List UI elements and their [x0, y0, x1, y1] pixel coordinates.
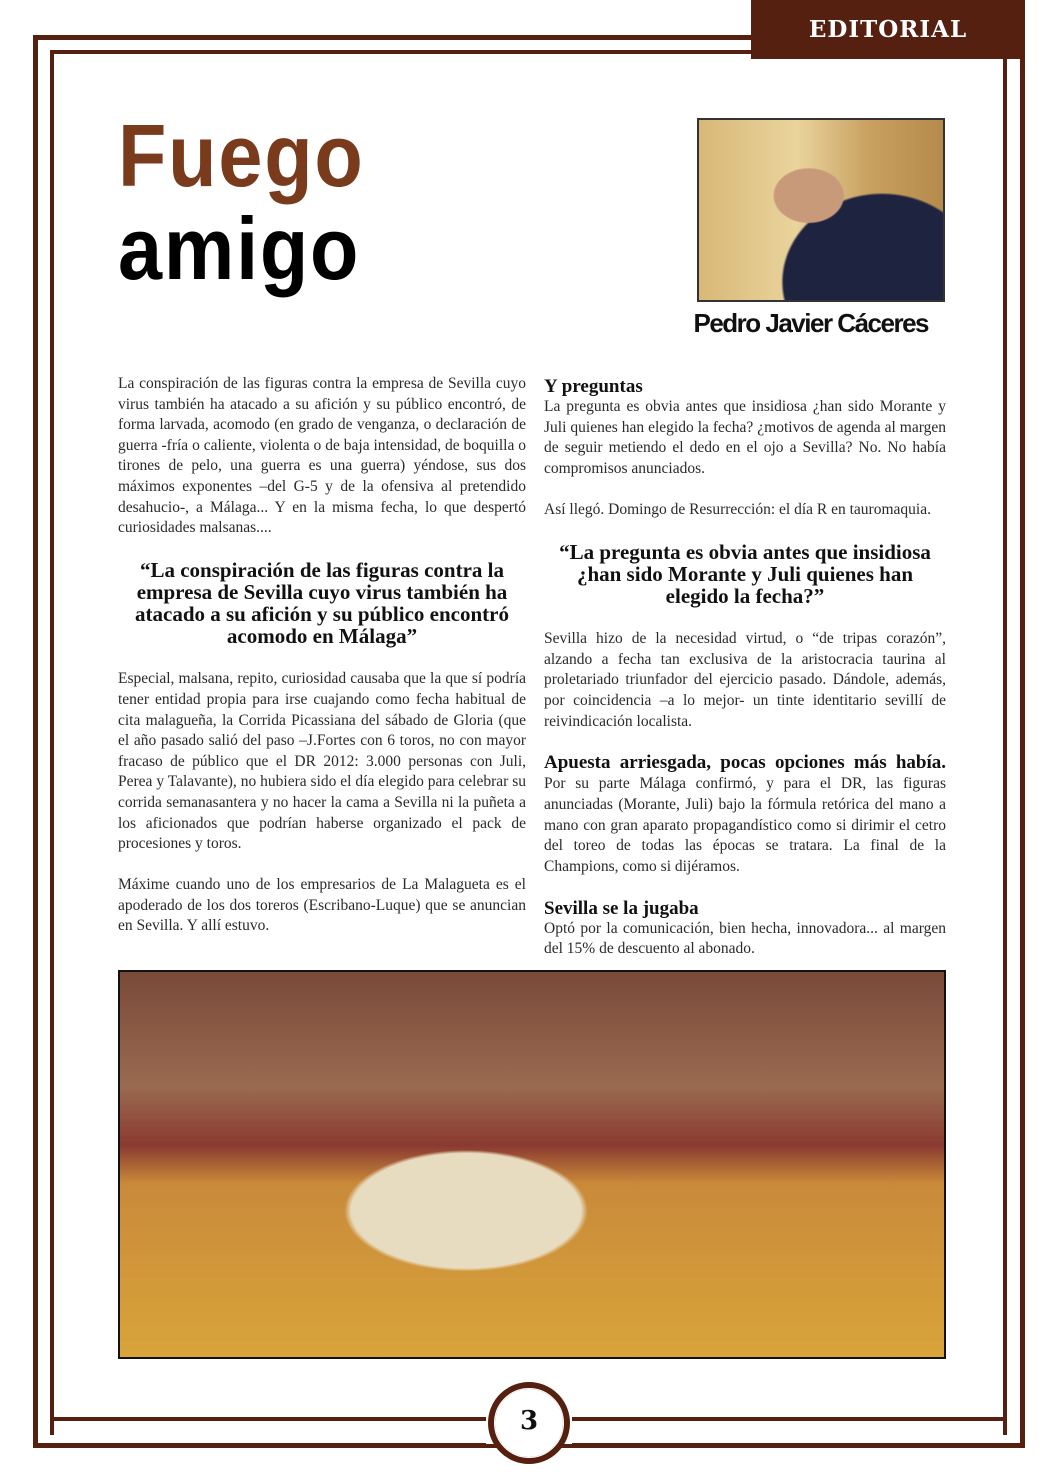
- paragraph: [544, 629, 946, 732]
- title-line-2: amigo: [118, 199, 361, 298]
- left-column: [118, 374, 526, 958]
- frame-outer-left: [33, 35, 38, 1448]
- paragraph: Así llegó. Domingo de Resurrección: el día R en tauromaquia.: [544, 500, 931, 518]
- frame-inner-right: [1003, 59, 1007, 1435]
- paragraph: Especial, malsana, repito, curiosidad causaba que la que sí podría tener entidad propia para irse cuajando como fecha habitual de cita malagueña, la Corrida Picassiana del sábado de Gloria (que el año pasado salió del paso –J.Fortes con 6 toros, no con mayor fracaso de público que el DR 2012: 3.000 personas con Juli, Perea y Talavante), no hubiera sido el día elegido para celebrar su corrida semanasantera y no hacer la cama a Sevilla ni la puñeta a los aficionados que podrían haberse organizado el pack de procesiones y toros.: [118, 670, 526, 853]
- frame-outer-right: [1020, 59, 1025, 1448]
- frame-inner-top: [50, 50, 753, 54]
- paragraph: [544, 753, 946, 878]
- paragraph: Optó por la comunicación, bien hecha, innovadora... al margen del 15% de descuento al abonado.: [544, 919, 946, 958]
- subheading: Sevilla se la jugaba: [544, 897, 699, 919]
- right-column: [544, 376, 946, 981]
- paragraph-text: Sevilla hizo de la necesidad virtud, o “de tripas corazón”, alzando a fecha tan exclusiva de la aristocracia taurina al proletariado triunfador del ejercicio pasado. Dándole, además, por coincidencia –a lo mejor- un tinte identitario sevillí de reivindicación localista.: [544, 630, 946, 730]
- pull-quote: “La pregunta es obvia antes que insidiosa ¿han sido Morante y Juli quienes han elegido la fecha?”: [559, 540, 931, 609]
- paragraph: La pregunta es obvia antes que insidiosa ¿han sido Morante y Juli quienes han elegido la fecha? ¿motivos de agenda al margen de seguir metiendo el dedo en el ojo a Sevilla? No. No había compromisos anunciados.: [544, 398, 946, 477]
- author-name: Pedro Javier Cáceres: [693, 308, 928, 338]
- subheading: Apuesta arriesgada, pocas opciones más había.: [544, 751, 946, 773]
- title-line-1: Fuego: [118, 106, 365, 205]
- bullfighter-photo: [118, 970, 946, 1359]
- paragraph: Máxime cuando uno de los empresarios de La Malagueta es el apoderado de los dos toreros (Escribano-Luque) que se anuncian en Sevilla. Y allí estuvo.: [118, 876, 526, 935]
- paragraph-text: Por su parte Málaga confirmó, y para el DR, las figuras anunciadas (Morante, Juli) bajo la fórmula retórica del mano a mano con gran aparato propagandístico como si dirimir el cetro del toreo de todas las épocas se tratara. La final de la Champions, como si dijéramos.: [544, 775, 946, 875]
- frame-outer-top: [33, 35, 753, 40]
- author-portrait: [697, 118, 945, 302]
- page-number: 3: [519, 1406, 539, 1436]
- frame-inner-left: [50, 50, 54, 1435]
- subheading: Y preguntas: [544, 376, 643, 397]
- pull-quote: “La conspiración de las figuras contra la empresa de Sevilla cuyo virus también ha atacado a su afición y su público encontró acomodo en Málaga”: [135, 558, 509, 649]
- paragraph: La conspiración de las figuras contra la empresa de Sevilla cuyo virus también ha atacado a su afición y su público encontró, de forma larvada, acomodo (en grado de venganza, o declaración de guerra -fría o caliente, violenta o de baja intensidad, de boquilla o tirones de pelo, una guerra es una guerra) yéndose, sus dos máximos exponentes –del G-5 y de la ofensiva al pretendido desahucio-, a Málaga... Y en la misma fecha, lo que despertó curiosidades malsanas....: [118, 375, 526, 537]
- section-tab: EDITORIAL: [751, 0, 1025, 59]
